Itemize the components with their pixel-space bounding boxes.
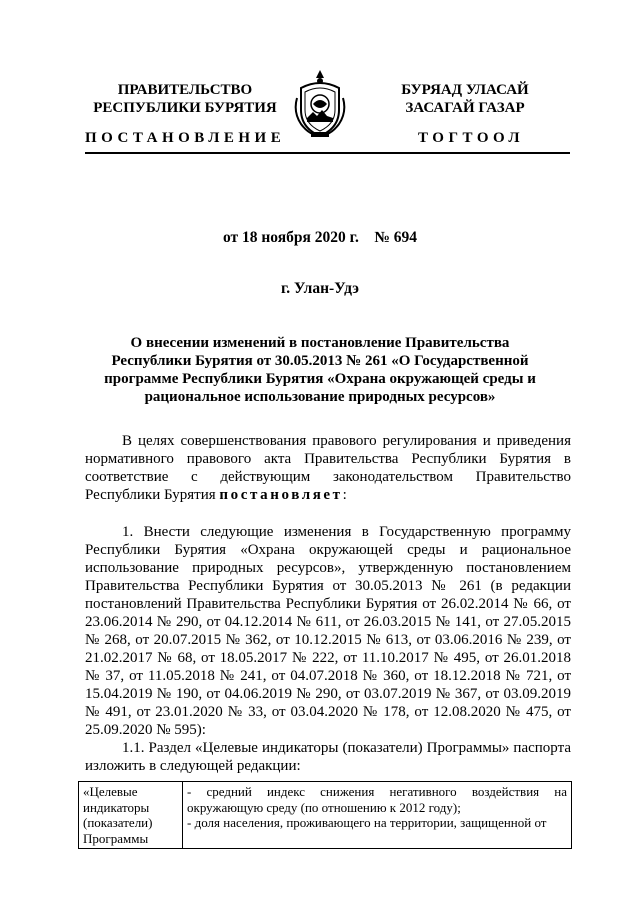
header-divider [85, 152, 570, 154]
item-1-1-paragraph: 1.1. Раздел «Целевые индикаторы (показатели) Программы» паспорта изложить в следующей редакции: [85, 740, 571, 774]
doc-type-bur: ТОГТООЛ [418, 130, 525, 146]
document-body [85, 432, 571, 775]
indicator-line-2: - доля населения, проживающего на территории, защищенной от [187, 815, 547, 830]
government-name-ru-line1: ПРАВИТЕЛЬСТВО [117, 82, 253, 98]
preamble-end: : [342, 487, 347, 503]
doc-type-ru: ПОСТАНОВЛЕНИЕ [85, 130, 286, 146]
passport-table [78, 781, 572, 849]
government-name-bur-line1: БУРЯАД УЛАСАЙ [401, 82, 529, 98]
document-title: О внесении изменений в постановление Правительства Республики Бурятия от 30.05.2013 № 261 «О Государственной программе Республики Бурятия «Охрана окружающей среды и рациональное использование природных ресурсов» [104, 335, 536, 405]
city: г. Улан-Удэ [280, 280, 359, 297]
indicator-line-1: - средний индекс снижения негативного воздействия на окружающую среду (по отношению к 2012 году); [187, 784, 567, 815]
preamble-paragraph [85, 432, 571, 504]
government-name-bur-line2: ЗАСАГАЙ ГАЗАР [405, 100, 525, 116]
preamble-text: В целях совершенствования правового регулирования и приведения нормативного правового акта Правительства Республики Бурятия в соответствие с действующим законодательством Правительство Республики Бурятия [85, 433, 571, 503]
government-name-bur [365, 81, 565, 117]
government-name-ru [85, 81, 285, 117]
resolves-word: постановляет [219, 487, 343, 503]
table-row [79, 782, 572, 849]
date-and-number: от 18 ноября 2020 г. № 694 [222, 229, 418, 246]
indicator-name-cell: «Целевые индикаторы (показатели) Программы [79, 782, 183, 849]
coat-of-arms-of-buryatia-icon [291, 68, 349, 140]
government-name-ru-line2: РЕСПУБЛИКИ БУРЯТИЯ [93, 100, 277, 116]
item-1-paragraph: 1. Внести следующие изменения в Государственную программу Республики Бурятия «Охрана окружающей среды и рациональное использование природных ресурсов», утвержденную постановлением Правительства Республики Бурятия от 30.05.2013 № 261 (в редакции постановлений Правительства Республики Бурятия от 26.02.2014 № 66, от 23.06.2014 № 290, от 04.12.2014 № 611, от 26.03.2015 № 141, от 27.05.2015 № 268, от 20.07.2015 № 362, от 10.12.2015 № 613, от 03.06.2016 № 239, от 21.02.2017 № 68, от 18.05.2017 № 222, от 11.10.2017 № 495, от 26.01.2018 № 37, от 11.05.2018 № 241, от 04.07.2018 № 360, от 18.12.2018 № 721, от 15.04.2019 № 190, от 04.06.2019 № 290, от 03.07.2019 № 367, от 03.09.2019 № 491, от 23.01.2020 № 33, от 03.04.2020 № 178, от 12.08.2020 № 475, от 25.09.2020 № 595): [85, 524, 571, 738]
indicator-values-cell [183, 782, 572, 849]
